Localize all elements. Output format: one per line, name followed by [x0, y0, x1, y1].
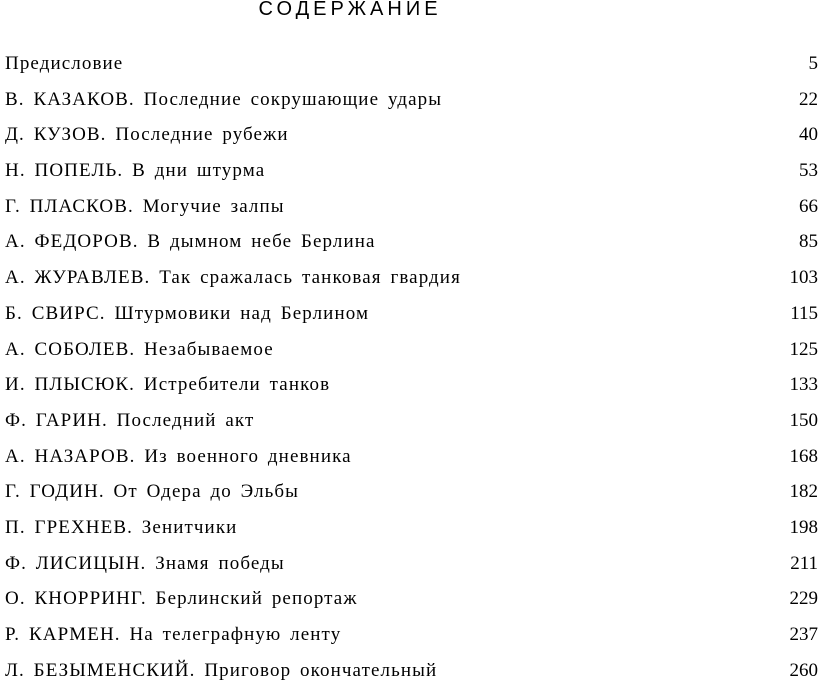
toc-entry-title: Н. ПОПЕЛЬ. В дни штурма	[5, 160, 266, 182]
toc-entry-page: 85	[799, 231, 818, 253]
toc-entry-page: 5	[808, 53, 818, 74]
toc-entry-page: 211	[790, 552, 818, 574]
toc-entry-page: 103	[789, 267, 818, 289]
toc-entry-page: 53	[799, 160, 818, 182]
toc-entry	[0, 581, 823, 617]
toc-entry-page: 229	[789, 588, 818, 610]
toc-entry-title: Б. СВИРС. Штурмовики над Берлином	[5, 302, 370, 324]
toc-entry	[0, 510, 823, 546]
toc-entry	[0, 439, 823, 475]
toc-entry-title: Л. БЕЗЫМЕНСКИЙ. Приговор окончательный	[5, 659, 438, 681]
toc-entry-page: 133	[789, 374, 818, 396]
toc-entry	[0, 653, 823, 688]
toc-entry-page: 168	[789, 445, 818, 467]
page-title: СОДЕРЖАНИЕ	[258, 0, 442, 20]
toc-entry-title: Предисловие	[5, 53, 124, 74]
toc-entry-title: Р. КАРМЕН. На телеграфную ленту	[5, 624, 342, 645]
toc-entry-page: 182	[789, 481, 818, 503]
toc-entry	[0, 474, 823, 510]
toc-entry-title: Г. ПЛАСКОВ. Могучие залпы	[5, 195, 285, 217]
toc-entry-page: 150	[789, 409, 818, 431]
toc-entry-title: Д. КУЗОВ. Последние рубежи	[5, 124, 289, 146]
toc-entry-title: А. ФЕДОРОВ. В дымном небе Берлина	[5, 231, 376, 253]
toc-entry	[0, 82, 823, 118]
toc-entry-title: А. СОБОЛЕВ. Незабываемое	[5, 338, 274, 360]
toc-entry	[0, 296, 823, 332]
toc-entry	[0, 367, 823, 403]
toc-entry-page: 237	[789, 624, 818, 645]
toc-entry-page: 115	[790, 302, 818, 324]
table-of-contents	[0, 46, 823, 688]
toc-entry	[0, 46, 823, 82]
toc-entry	[0, 153, 823, 189]
toc-entry-title: А. НАЗАРОВ. Из военного дневника	[5, 445, 352, 467]
toc-entry-title: И. ПЛЫСЮК. Истребители танков	[5, 374, 331, 396]
toc-entry-title: А. ЖУРАВЛЕВ. Так сражалась танковая гвардия	[5, 267, 461, 289]
toc-entry-page: 260	[789, 659, 818, 681]
toc-entry-page: 22	[799, 88, 818, 110]
toc-entry-title: Г. ГОДИН. От Одера до Эльбы	[5, 481, 300, 503]
toc-entry-page: 198	[789, 516, 818, 538]
toc-entry-title: О. КНОРРИНГ. Берлинский репортаж	[5, 588, 358, 610]
toc-entry-page: 125	[789, 338, 818, 360]
toc-entry-page: 40	[799, 124, 818, 146]
toc-entry	[0, 332, 823, 368]
toc-entry	[0, 189, 823, 225]
toc-entry	[0, 546, 823, 582]
toc-entry	[0, 617, 823, 653]
toc-entry-title: Ф. ЛИСИЦЫН. Знамя победы	[5, 552, 285, 574]
toc-entry-page: 66	[799, 195, 818, 217]
toc-entry	[0, 403, 823, 439]
toc-entry-title: Ф. ГАРИН. Последний акт	[5, 409, 255, 431]
toc-entry-title: В. КАЗАКОВ. Последние сокрушающие удары	[5, 88, 443, 110]
toc-entry	[0, 117, 823, 153]
toc-entry	[0, 224, 823, 260]
toc-entry	[0, 260, 823, 296]
toc-entry-title: П. ГРЕХНЕВ. Зенитчики	[5, 516, 238, 538]
